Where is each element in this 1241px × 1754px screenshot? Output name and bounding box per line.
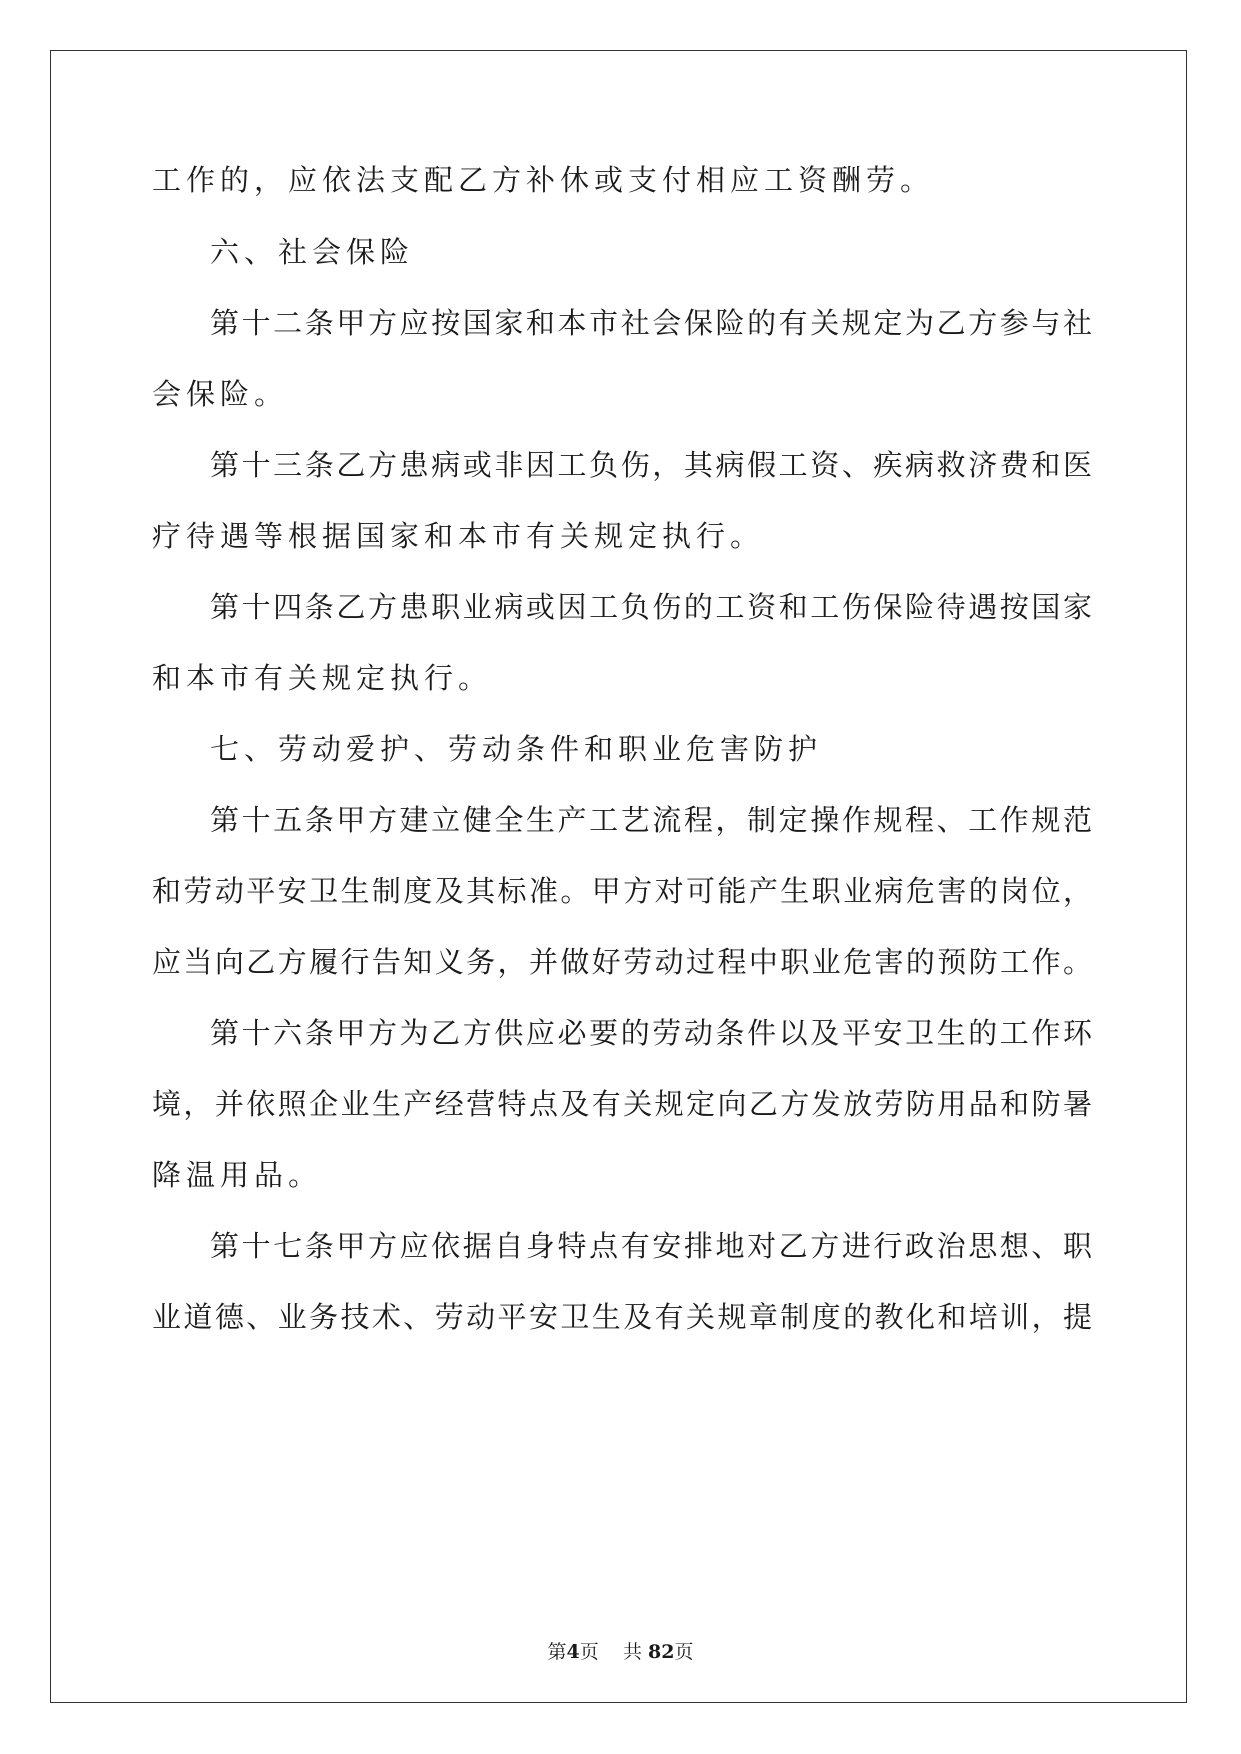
text-line-1: 工作的，应依法支配乙方补休或支付相应工资酬劳。 [152,163,935,197]
footer-prefix: 第 [547,1641,567,1663]
article-16-line-3: 降温用品。 [152,1158,323,1192]
article-14-line-2: 和本市有关规定执行。 [152,661,493,695]
page-number: 4 [566,1641,580,1663]
article-15-line-3: 应当向乙方履行告知义务，并做好劳动过程中职业危害的预防工作。 [152,945,1092,979]
section-heading-6: 六、社会保险 [210,235,415,269]
total-pages: 82 [648,1641,675,1663]
article-15-line-1: 第十五条甲方建立健全生产工艺流程，制定操作规程、工作规范 [210,803,1092,837]
article-17-line-1: 第十七条甲方应依据自身特点有安排地对乙方进行政治思想、职 [210,1229,1092,1263]
page-footer [0,1640,1241,1664]
footer-page-suffix: 页 [579,1641,599,1663]
article-13-line-1: 第十三条乙方患病或非因工负伤，其病假工资、疾病救济费和医 [210,448,1092,482]
article-16-line-1: 第十六条甲方为乙方供应必要的劳动条件以及平安卫生的工作环 [210,1016,1092,1050]
section-heading-7: 七、劳动爱护、劳动条件和职业危害防护 [210,732,823,766]
article-12-line-1: 第十二条甲方应按国家和本市社会保险的有关规定为乙方参与社 [210,306,1092,340]
article-13-line-2: 疗待遇等根据国家和本市有关规定执行。 [152,519,765,553]
article-17-line-2: 业道德、业务技术、劳动平安卫生及有关规章制度的教化和培训，提 [152,1300,1092,1334]
article-15-line-2: 和劳动平安卫生制度及其标准。甲方对可能产生职业病危害的岗位， [152,874,1092,908]
article-12-line-2: 会保险。 [152,377,289,411]
footer-total-prefix: 共 [622,1641,642,1663]
article-16-line-2: 境，并依照企业生产经营特点及有关规定向乙方发放劳防用品和防暑 [152,1087,1092,1121]
footer-total-suffix: 页 [674,1641,694,1663]
article-14-line-1: 第十四条乙方患职业病或因工负伤的工资和工伤保险待遇按国家 [210,590,1092,624]
